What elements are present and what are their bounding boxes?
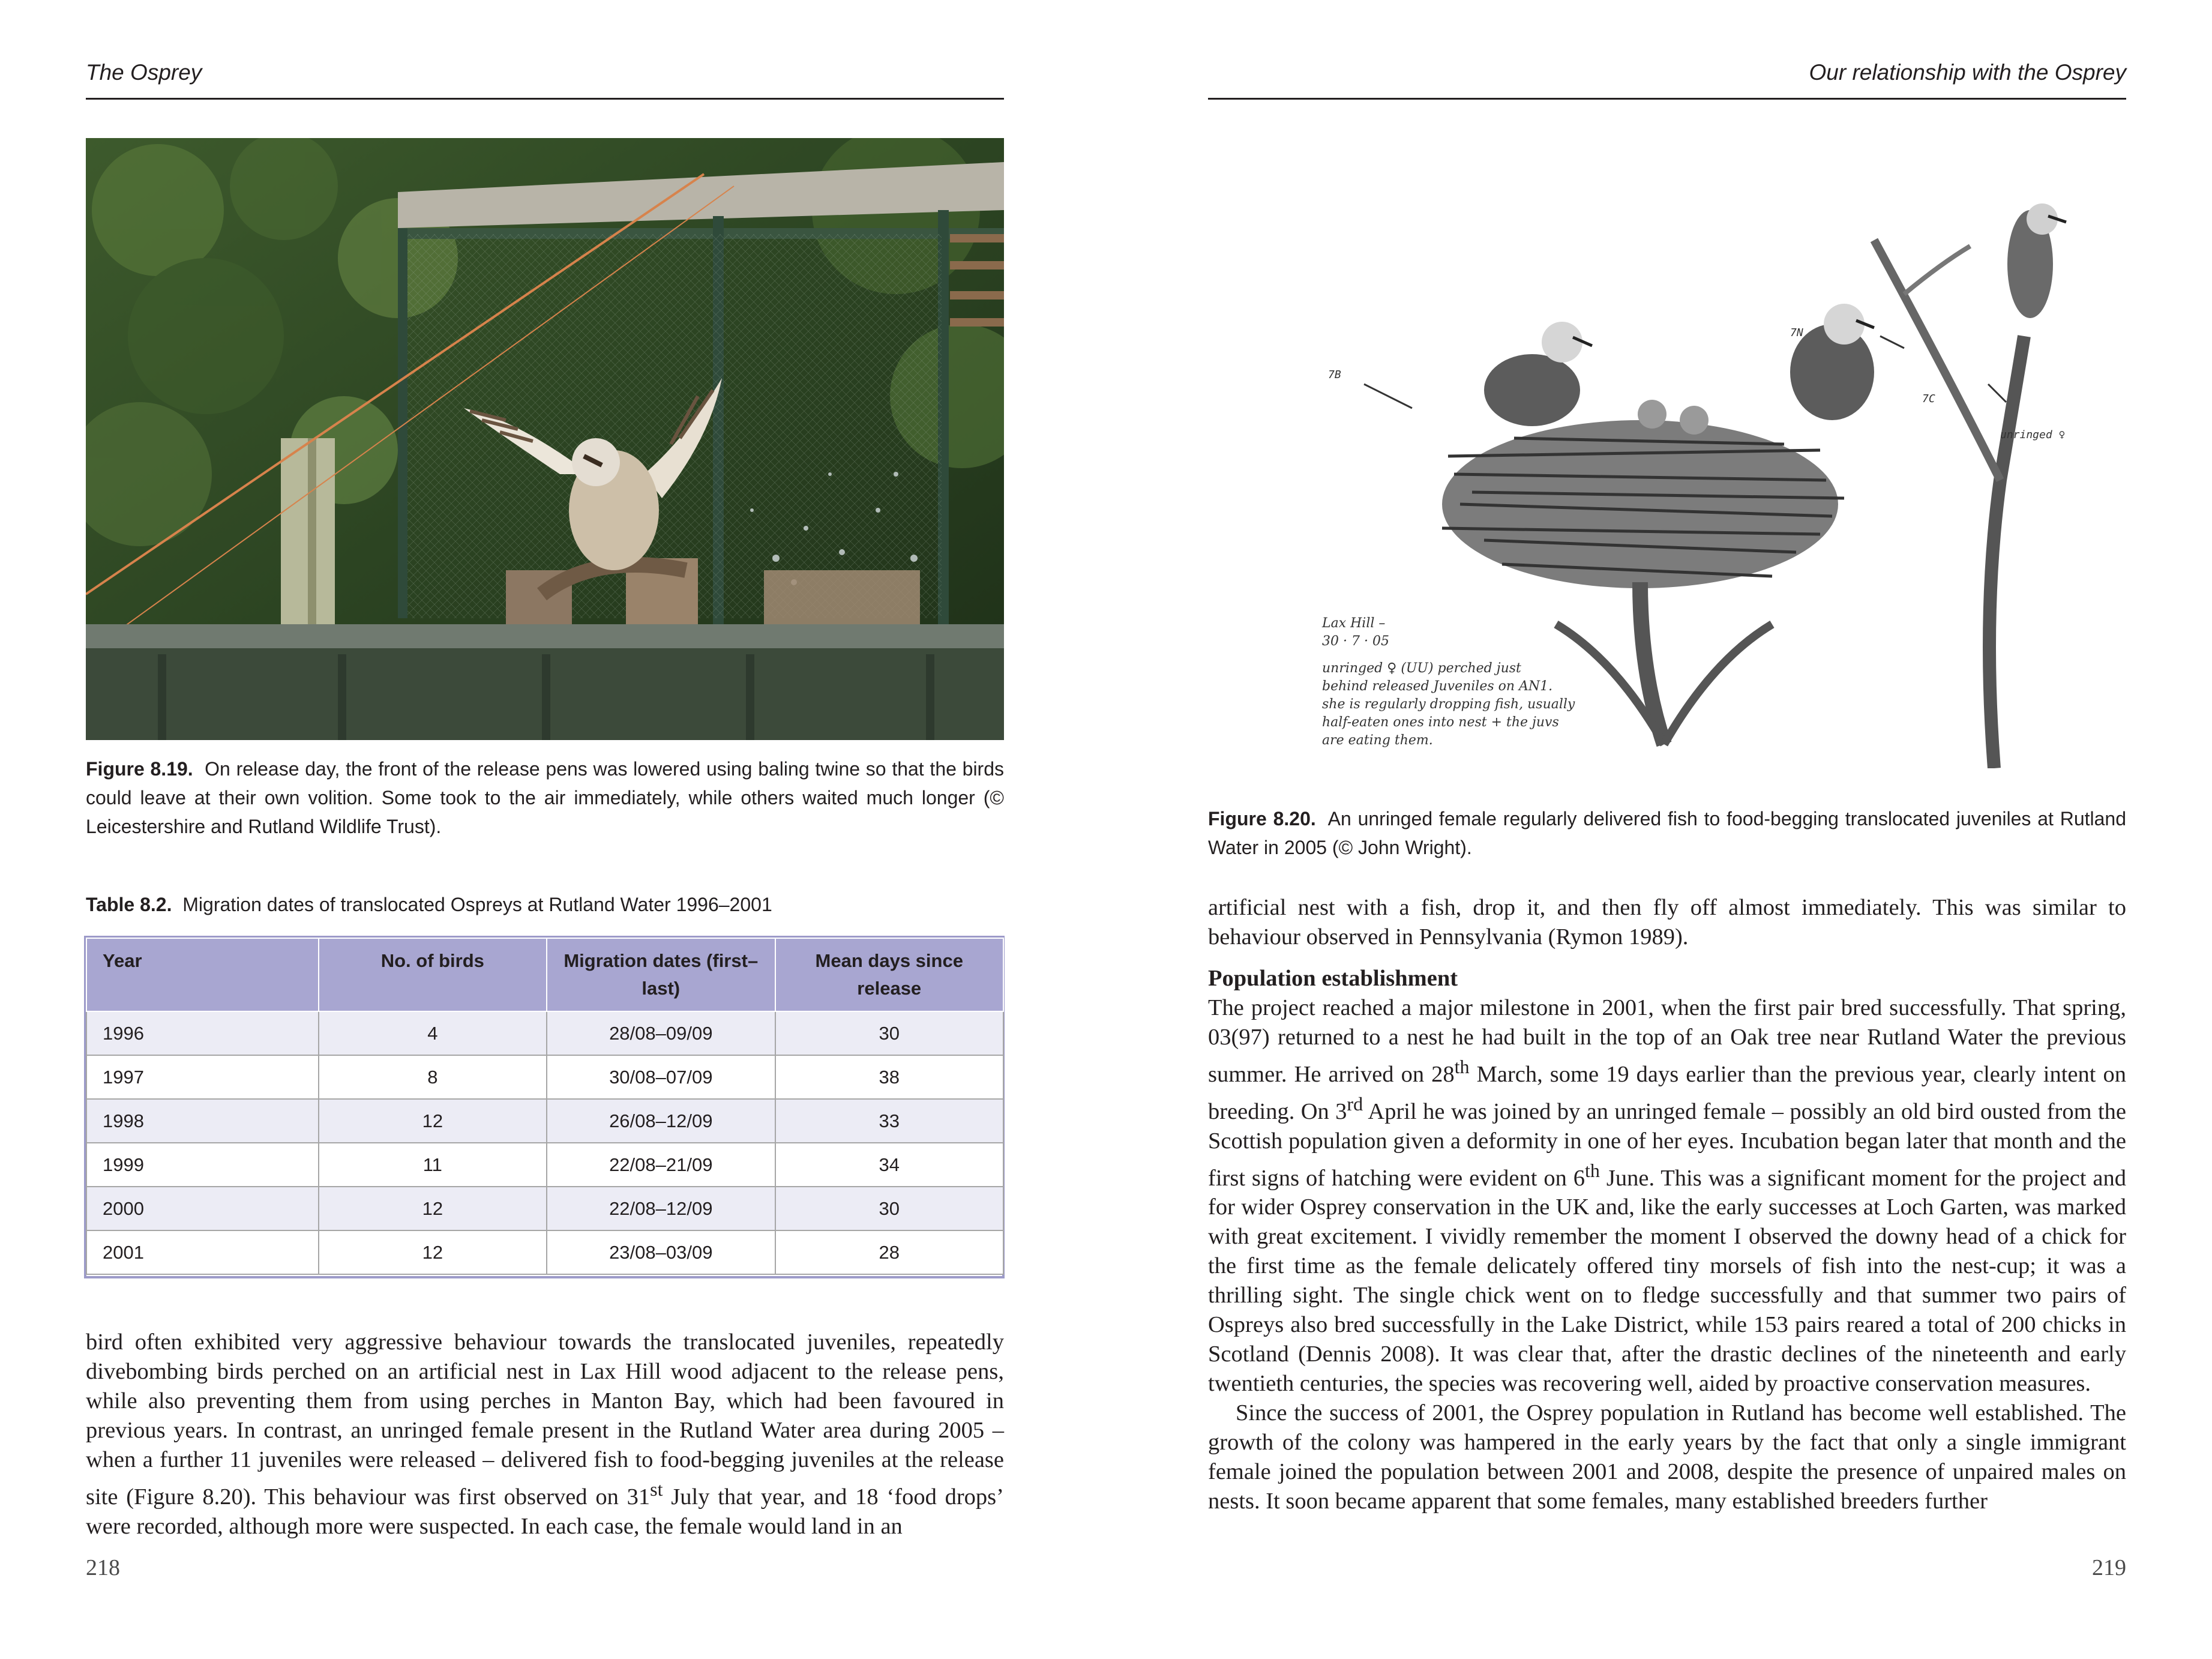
release-pen-illustration <box>86 138 1004 740</box>
text-run: July that year, and 18 ‘food drops’ were recorded, although more were suspected. In each case, the female would land in an <box>86 1484 1004 1539</box>
figure-8-19-caption <box>86 754 1004 841</box>
cell-birds: 12 <box>319 1187 547 1230</box>
label-7n: 7N <box>1790 327 1803 339</box>
text-run: The project reached a major milestone in 2001, when the first pair bred successfully. That spring, 03(97) returned to a nest he had built in the top of an Oak tree near Rutland Water the previous summer. He arrived on 28 <box>1208 995 2126 1087</box>
cell-dates: 26/08–12/09 <box>547 1099 775 1143</box>
note-line: 30 · 7 · 05 <box>1322 634 1389 649</box>
cell-days: 38 <box>775 1055 1004 1099</box>
header-rule-left <box>86 98 1004 100</box>
note-line: half-eaten ones into nest + the juvs <box>1322 715 1559 730</box>
note-line: unringed ♀ (UU) perched just <box>1322 661 1521 676</box>
cell-days: 30 <box>775 1011 1004 1055</box>
note-line: are eating them. <box>1322 733 1433 748</box>
table-title-text: Migration dates of translocated Ospreys at Rutland Water 1996–2001 <box>182 894 772 915</box>
cell-year: 1996 <box>86 1011 319 1055</box>
cell-birds: 4 <box>319 1011 547 1055</box>
left-paragraph <box>86 1328 1004 1541</box>
cell-year: 1997 <box>86 1055 319 1099</box>
superscript: rd <box>1347 1092 1363 1115</box>
migration-table <box>86 938 1004 1275</box>
table-header-row <box>86 938 1003 1011</box>
release-pen-photo <box>86 138 1004 740</box>
left-body-text <box>86 1328 1004 1541</box>
superscript: th <box>1454 1056 1470 1077</box>
header-year: Year <box>86 938 319 1011</box>
cell-days: 33 <box>775 1099 1004 1143</box>
table-label: Table 8.2. <box>86 894 172 915</box>
nest-sketch <box>1304 192 2096 768</box>
cell-dates: 30/08–07/09 <box>547 1055 775 1099</box>
page-number-left: 218 <box>86 1555 120 1580</box>
table-row <box>86 1187 1003 1230</box>
cell-days: 34 <box>775 1143 1004 1187</box>
running-head-left: The Osprey <box>86 60 202 85</box>
text-run: June. This was a significant moment for the project and for wider Osprey conservation in the UK and, like the early successes at Loch Garten, was marked with great excitement. I vividly remember the moment I observed the downy head of a chick for the first time as the female delicately offered tiny morsels of fish into the nest-cup; it was a thrilling sight. The single chick went on to fledge successfully and that summer two pairs of Ospreys also bred successfully in the Lake District, while 153 pairs reared a total of 200 chicks in Scotland (Dennis 2008). It was clear that, after the drastic declines of the nineteenth and early twentieth centuries, the species was recovering well, aided by proactive conservation measures. <box>1208 1165 2126 1397</box>
right-paragraph: Since the success of 2001, the Osprey population in Rutland has become well established. The growth of the colony was hampered in the early years by the fact that only a single immigrant female joined the population between 2001 and 2008, despite the presence of unpaired males on nests. It soon became apparent that some females, many established breeders further <box>1208 1400 2126 1514</box>
note-line: she is regularly dropping fish, usually <box>1322 697 1575 712</box>
table-row <box>86 1011 1003 1055</box>
text-run: April he was joined by an unringed female – possibly an old bird ousted from the Scottish population given a deformity in one of her eyes. Incubation began later that month and the first signs of hatching were evident on 6 <box>1208 1098 2127 1191</box>
superscript: st <box>650 1478 663 1500</box>
right-paragraph: artificial nest with a fish, drop it, and then fly off almost immediately. This was similar to behaviour observed in Pennsylvania (Rymon 1989). <box>1208 895 2126 950</box>
label-unringed: unringed ♀ <box>2000 429 2066 441</box>
cell-dates: 22/08–12/09 <box>547 1187 775 1230</box>
handwritten-notes <box>1321 616 1575 748</box>
cell-year: 1999 <box>86 1143 319 1187</box>
section-heading: Population establishment <box>1208 966 1458 991</box>
figure-caption-text: On release day, the front of the release pens was lowered using baling twine so that the birds could leave at their own volition. Some took to the air immediately, while others waited much longer (© Leicestershire and Rutland Wildlife Trust). <box>86 758 1005 837</box>
header-rule-right <box>1208 98 2126 100</box>
note-line: Lax Hill – <box>1322 616 1386 631</box>
text-run: bird often exhibited very aggressive behaviour towards the translocated juveniles, repeatedly divebombing birds perched on an artificial nest in Lax Hill wood adjacent to the release pens, while also preventing them from using perches in Manton Bay, which had been favoured in previous years. In contrast, an unringed female present in the Rutland Water area during 2005 – when a further 11 juveniles were released – delivered fish to food-begging juveniles at the release site (Figure 8.20). This behaviour was first observed on 31 <box>86 1329 1004 1510</box>
figure-label: Figure 8.20. <box>1208 808 1316 830</box>
cell-year: 1998 <box>86 1099 319 1143</box>
cell-dates: 22/08–21/09 <box>547 1143 775 1187</box>
text-run: March, some 19 days earlier than the previous year, clearly intent on breeding. On 3 <box>1208 1061 2126 1124</box>
cell-year: 2000 <box>86 1187 319 1230</box>
header-mean-days: Mean days since release <box>775 938 1004 1011</box>
right-paragraph <box>1208 993 2126 1399</box>
cell-birds: 12 <box>319 1230 547 1274</box>
figure-label: Figure 8.19. <box>86 758 193 780</box>
figure-8-20-caption <box>1208 804 2126 862</box>
cell-birds: 11 <box>319 1143 547 1187</box>
page-number-right: 219 <box>2092 1555 2126 1580</box>
cell-dates: 28/08–09/09 <box>547 1011 775 1055</box>
right-page <box>1106 0 2212 1659</box>
cell-year: 2001 <box>86 1230 319 1274</box>
cell-days: 30 <box>775 1187 1004 1230</box>
superscript: th <box>1585 1159 1600 1181</box>
cell-days: 28 <box>775 1230 1004 1274</box>
table-row <box>86 1143 1003 1187</box>
figure-caption-text: An unringed female regularly delivered fish to food-begging translocated juveniles at Rutland Water in 2005 (© John Wright). <box>1208 808 2127 858</box>
cell-birds: 8 <box>319 1055 547 1099</box>
cell-dates: 23/08–03/09 <box>547 1230 775 1274</box>
table-row <box>86 1055 1003 1099</box>
running-head-right: Our relationship with the Osprey <box>1809 60 2126 85</box>
label-7b: 7B <box>1328 369 1341 381</box>
right-body-text <box>1208 893 2126 1516</box>
note-line: behind released Juveniles on AN1. <box>1322 679 1553 694</box>
table-8-2-title <box>86 890 1004 919</box>
table-row <box>86 1099 1003 1143</box>
header-no-of-birds: No. of birds <box>319 938 547 1011</box>
cell-birds: 12 <box>319 1099 547 1143</box>
table-row <box>86 1230 1003 1274</box>
nest-drawing <box>1304 192 2096 768</box>
label-7c: 7C <box>1922 393 1935 405</box>
header-migration-dates: Migration dates (first–last) <box>547 938 775 1011</box>
